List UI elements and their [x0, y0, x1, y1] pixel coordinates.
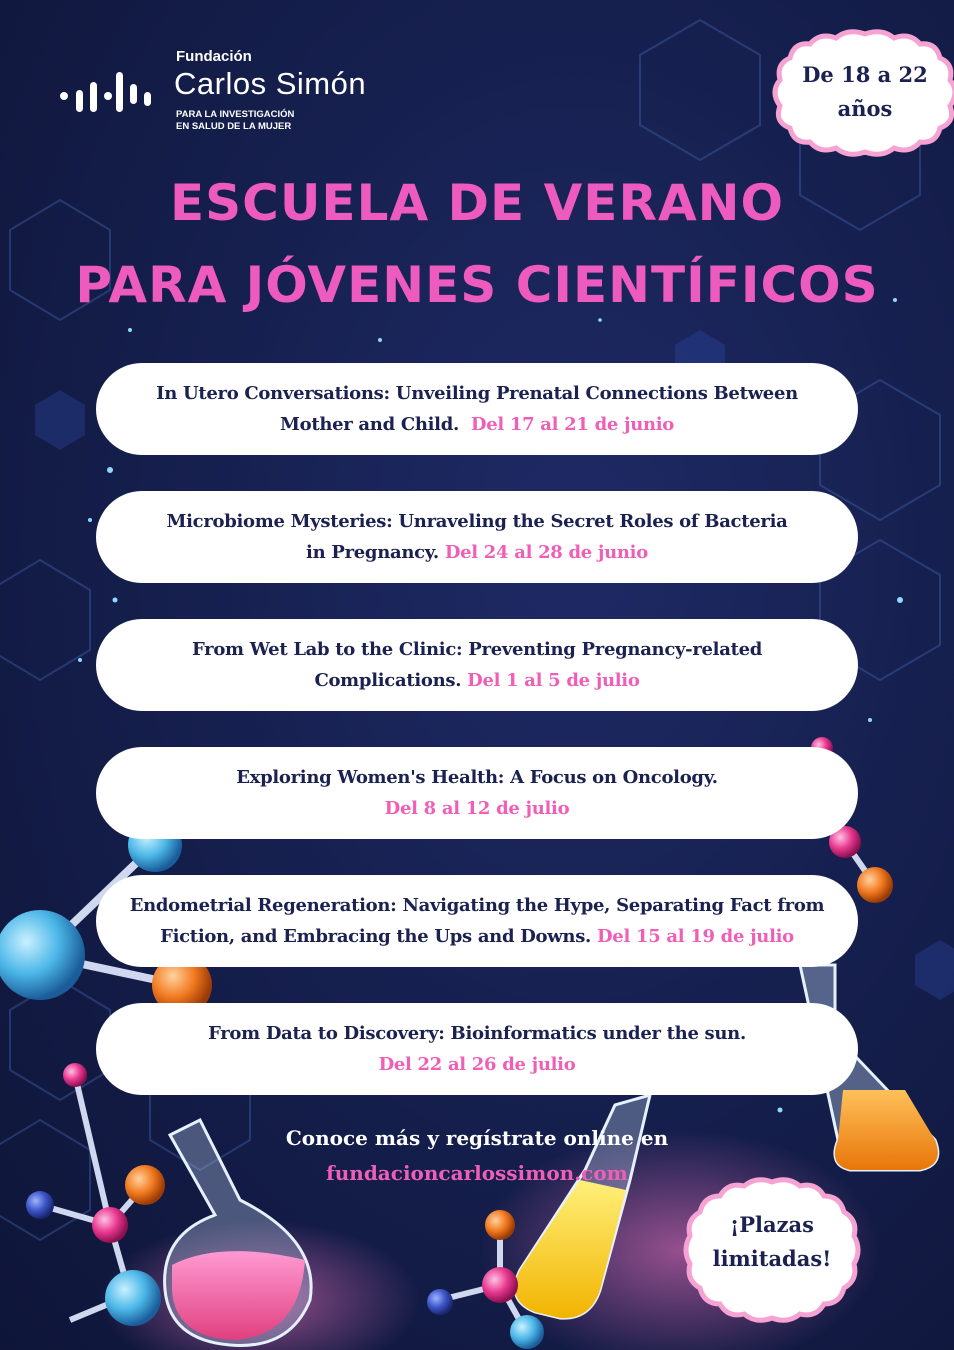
course-dates: Del 17 al 21 de junio — [470, 414, 675, 435]
course-card-1[interactable] — [96, 363, 858, 455]
course-text — [118, 378, 836, 440]
course-dates: Del 8 al 12 de julio — [384, 798, 570, 819]
logo-subtitle — [176, 109, 294, 133]
website-link[interactable]: fundacioncarlossimon.com — [326, 1161, 628, 1185]
course-title: Exploring Women's Health: A Focus on Oncology. — [236, 767, 718, 788]
course-text — [108, 890, 846, 952]
page-title-line1: ESCUELA DE VERANO — [169, 174, 785, 232]
age-badge-line1: De 18 a 22 — [802, 62, 928, 87]
logo-mark-icon — [58, 62, 158, 122]
course-card-5[interactable] — [96, 875, 858, 967]
cta-text: Conoce más y regístrate online en — [285, 1126, 669, 1150]
course-card-2[interactable] — [96, 491, 858, 583]
course-text — [156, 634, 798, 696]
course-dates: Del 1 al 5 de julio — [467, 670, 640, 691]
course-title: From Data to Discovery: Bioinformatics under the sun. — [208, 1023, 746, 1044]
course-dates: Del 24 al 28 de junio — [444, 542, 648, 563]
course-text — [208, 1018, 746, 1080]
age-badge — [780, 58, 950, 126]
logo-subtitle-line1: PARA LA INVESTIGACIÓN — [176, 109, 295, 120]
logo-subtitle-line2: EN SALUD DE LA MUJER — [176, 121, 292, 132]
limited-badge — [687, 1208, 857, 1276]
logo-top-text: Fundación — [176, 48, 252, 65]
course-card-6[interactable] — [96, 1003, 858, 1095]
limited-badge-line1: ¡Plazas — [730, 1212, 814, 1237]
logo-name-text: Carlos Simón — [174, 66, 367, 101]
age-badge-line2: años — [837, 96, 893, 121]
course-text — [166, 506, 788, 568]
limited-badge-line2: limitadas! — [712, 1246, 832, 1271]
course-card-4[interactable] — [96, 747, 858, 839]
course-card-3[interactable] — [96, 619, 858, 711]
course-title: Microbiome Mysteries: Unraveling the Secret Roles of Bacteria in Pregnancy. — [166, 511, 788, 563]
course-title: In Utero Conversations: Unveiling Prenatal Connections Between Mother and Child. — [156, 383, 798, 435]
course-title: From Wet Lab to the Clinic: Preventing Pregnancy-related Complications. — [191, 639, 763, 691]
course-title: Endometrial Regeneration: Navigating the Hype, Separating Fact from Fiction, and Embracing the Ups and Downs. — [129, 895, 825, 947]
course-dates: Del 22 al 26 de julio — [378, 1054, 576, 1075]
course-text — [236, 762, 718, 824]
page-title-line2: PARA JÓVENES CIENTÍFICOS — [75, 256, 879, 314]
course-dates: Del 15 al 19 de julio — [597, 926, 794, 947]
